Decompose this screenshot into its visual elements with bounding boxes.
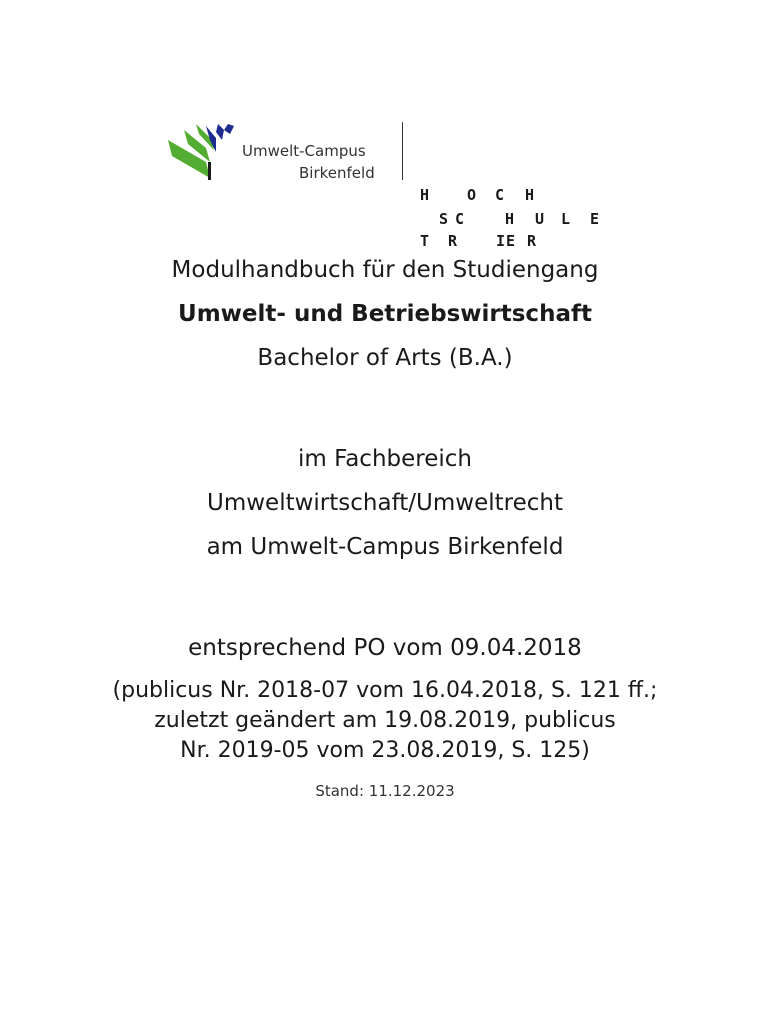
publication-block bbox=[0, 676, 770, 766]
title-block bbox=[0, 248, 770, 380]
wordmark-letter: L bbox=[561, 210, 571, 228]
umwelt-campus-logo-mark-icon bbox=[166, 118, 246, 184]
wordmark-letter: U bbox=[535, 210, 545, 228]
stand-date: Stand: 11.12.2023 bbox=[315, 782, 455, 800]
degree: Bachelor of Arts (B.A.) bbox=[257, 345, 513, 371]
wordmark-letter: R bbox=[527, 232, 537, 250]
regulation-block bbox=[0, 626, 770, 670]
wordmark-letter: I bbox=[496, 232, 506, 250]
wordmark-letter: H bbox=[420, 186, 430, 204]
wordmark-letter: O bbox=[467, 186, 477, 204]
wordmark-letter: C bbox=[455, 210, 465, 228]
department-block bbox=[0, 437, 770, 569]
wordmark-letter: H bbox=[505, 210, 515, 228]
program-name: Umwelt- und Betriebswirtschaft bbox=[178, 301, 592, 327]
wordmark-letter: E bbox=[506, 232, 516, 250]
department-intro: im Fachbereich bbox=[297, 446, 472, 472]
logo bbox=[166, 118, 616, 250]
wordmark-letter: T bbox=[420, 232, 430, 250]
department-name: Umweltwirtschaft/Umweltrecht bbox=[207, 490, 563, 516]
wordmark-letter: S bbox=[439, 210, 449, 228]
campus-name: am Umwelt-Campus Birkenfeld bbox=[206, 534, 564, 560]
logo-campus-location: Birkenfeld bbox=[299, 164, 375, 182]
wordmark-letter: E bbox=[590, 210, 600, 228]
wordmark-letter: R bbox=[448, 232, 458, 250]
regulation-line: entsprechend PO vom 09.04.2018 bbox=[188, 635, 582, 661]
logo-campus-name: Umwelt-Campus bbox=[242, 142, 366, 160]
title-line: Modulhandbuch für den Studiengang bbox=[171, 257, 599, 283]
publication-line: Nr. 2019-05 vom 23.08.2019, S. 125) bbox=[180, 738, 590, 763]
publication-line: zuletzt geändert am 19.08.2019, publicus bbox=[154, 708, 616, 733]
wordmark-letter: C bbox=[495, 186, 505, 204]
logo-divider bbox=[402, 122, 403, 180]
publication-line: (publicus Nr. 2018-07 vom 16.04.2018, S. 121 ff.; bbox=[112, 678, 658, 703]
wordmark-letter: H bbox=[525, 186, 535, 204]
